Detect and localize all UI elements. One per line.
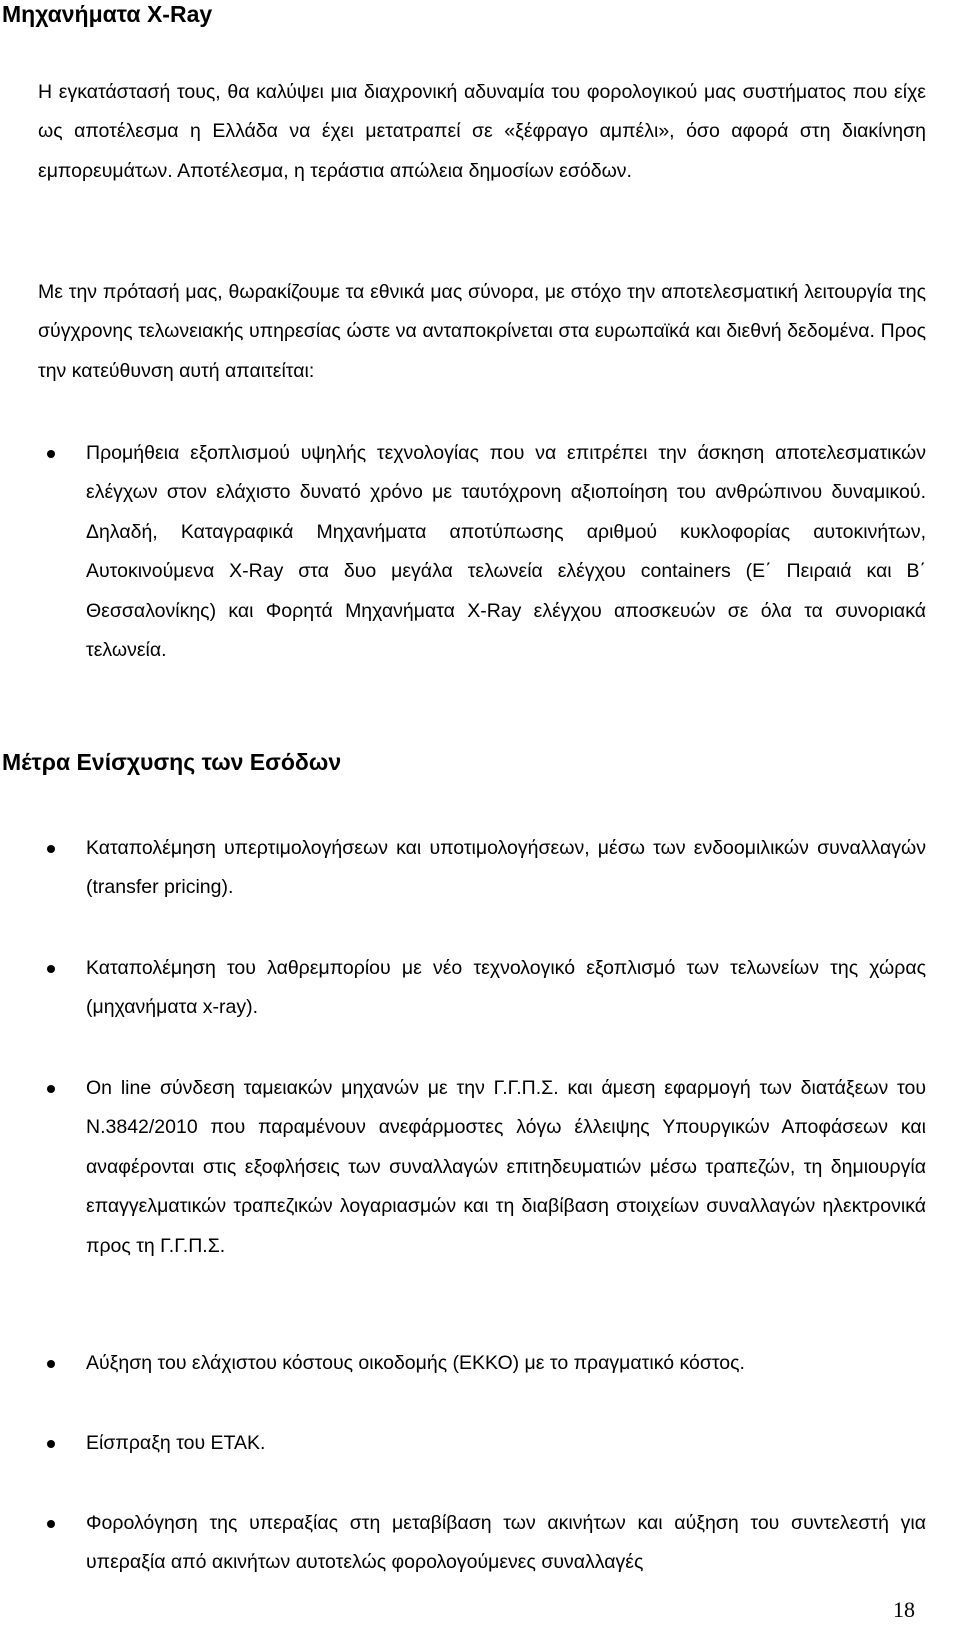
list-item-text: Αύξηση του ελάχιστου κόστους οικοδομής (ΕΚΚΟ) με το πραγματικό κόστος.: [86, 1352, 745, 1374]
list-item-text: Καταπολέμηση υπερτιμολογήσεων και υποτιμολογήσεων, μέσω των ενδοομιλικών συναλλαγών (transfer pricing).: [86, 837, 926, 899]
bullet-icon: [47, 965, 55, 973]
intro-paragraph: Η εγκατάστασή τους, θα καλύψει μια διαχρονική αδυναμία του φορολογικού μας συστήματος που είχε ως αποτέλεσμα η Ελλάδα να έχει μετατραπεί σε «ξέφραγο αμπέλι», όσο αφορά στη διακίνηση εμπορευμάτων. Αποτέλεσμα, η τεράστια απώλεια δημοσίων εσόδων.: [38, 81, 926, 182]
list-item-text: Καταπολέμηση του λαθρεμπορίου με νέο τεχνολογικό εξοπλισμό των τελωνείων της χώρας (μηχανήματα x-ray).: [86, 957, 926, 1019]
bullet-icon: [47, 1520, 55, 1528]
bullet-icon: [47, 1360, 55, 1368]
list-item-text: Φορολόγηση της υπεραξίας στη μεταβίβαση των ακινήτων και αύξηση του συντελεστή για υπεραξία από ακινήτων αυτοτελώς φορολογούμενες συναλλαγές: [86, 1512, 926, 1574]
list-item-text: On line σύνδεση ταμειακών μηχανών με την Γ.Γ.Π.Σ. και άμεση εφαρμογή των διατάξεων του Ν.3842/2010 που παραμένουν ανεφάρμοστες λόγω έλλειψης Υπουργικών Αποφάσεων και αναφέρονται στις εξοφλήσεις των συναλλαγών επιτηδευματιών μέσω τραπεζών, τη δημιουργία επαγγελματικών τραπεζικών λογαριασμών και τη διαβίβαση στοιχείων συναλλαγών ηλεκτρονικά προς τη Γ.Γ.Π.Σ.: [86, 1077, 926, 1257]
proposal-paragraph: Με την πρότασή μας, θωρακίζουμε τα εθνικά μας σύνορα, με στόχο την αποτελεσματική λειτουργία της σύγχρονης τελωνειακής υπηρεσίας ώστε να ανταποκρίνεται στα ευρωπαϊκά και διεθνή δεδομένα. Προς την κατεύθυνση αυτή απαιτείται:: [38, 281, 926, 382]
bullet-icon: [47, 450, 55, 458]
page-number: 18: [893, 1597, 915, 1622]
bullet-icon: [47, 1440, 55, 1448]
section-heading-xray: Μηχανήματα X-Ray: [2, 1, 213, 27]
bullet-icon: [47, 1085, 55, 1093]
list-item-text: Προμήθεια εξοπλισμού υψηλής τεχνολογίας που να επιτρέπει την άσκηση αποτελεσματικών ελέγχων στον ελάχιστο δυνατό χρόνο με ταυτόχρονη αξιοποίηση του ανθρώπινου δυναμικού. Δηλαδή, Καταγραφικά Μηχανήματα αποτύπωσης αριθμού κυκλοφορίας αυτοκινήτων, Αυτοκινούμενα X-Ray στα δυο μεγάλα τελωνεία ελέγχου containers (Ε΄ Πειραιά και Β΄ Θεσσαλονίκης) και Φορητά Μηχανήματα X-Ray ελέγχου αποσκευών σε όλα τα συνοριακά τελωνεία.: [86, 442, 926, 662]
section-heading-revenue: Μέτρα Ενίσχυσης των Εσόδων: [2, 749, 342, 775]
bullet-icon: [47, 845, 55, 853]
list-item-text: Είσπραξη του ΕΤΑΚ.: [86, 1432, 266, 1454]
